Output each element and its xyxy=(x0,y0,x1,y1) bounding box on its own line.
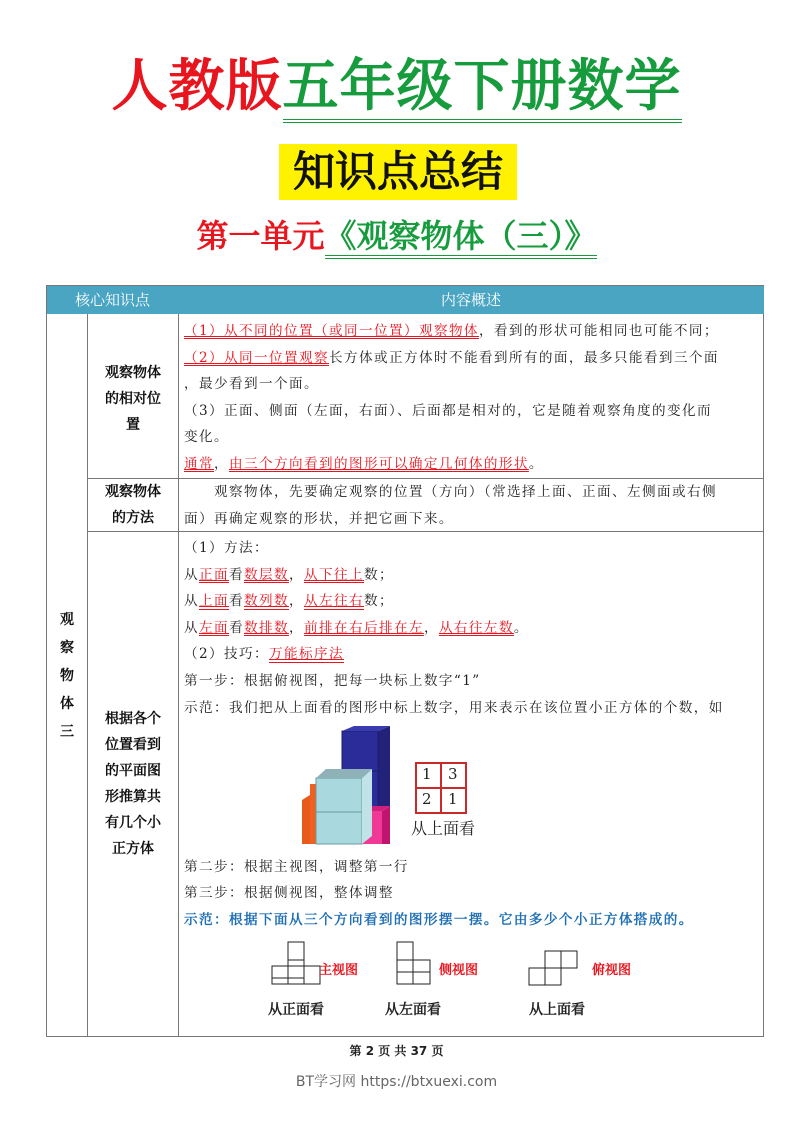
content-line xyxy=(184,506,717,533)
text-segment: 看 xyxy=(229,593,244,610)
content-line xyxy=(184,641,724,668)
page-number: 第 2 页 共 37 页 xyxy=(349,1044,444,1058)
highlighted-text: 正面 xyxy=(199,566,229,583)
topic-line: 观察物体 xyxy=(105,484,161,500)
topic-relative-position xyxy=(88,360,178,438)
content-line xyxy=(184,695,724,722)
title-publisher: 人教版 xyxy=(111,54,283,119)
highlighted-text: 前排在右后排在左 xyxy=(303,619,424,636)
highlighted-text: 数层数 xyxy=(244,566,289,583)
knowledge-table xyxy=(46,285,764,1037)
text-segment: 数； xyxy=(363,566,394,583)
watermark: BT学习网 https://btxuexi.com xyxy=(295,1074,498,1090)
top-view-tag: 俯视图 xyxy=(592,963,632,978)
highlighted-text: （2）从同一位置观察 xyxy=(184,349,329,366)
row-3-content xyxy=(184,535,724,721)
text-segment: 从 xyxy=(184,593,199,610)
content-line xyxy=(184,345,719,372)
highlighted-text: 从左往右 xyxy=(303,593,364,610)
unit-label: 第一单元 xyxy=(196,217,325,255)
subtitle: 知识点总结 xyxy=(279,144,517,200)
topic-line: 的平面图 xyxy=(105,763,161,779)
top-view-shape xyxy=(528,950,580,986)
row-2-content xyxy=(184,479,717,532)
unit-name: 《观察物体（三）》 xyxy=(325,217,597,259)
side-view-tag: 侧视图 xyxy=(439,963,479,978)
text-segment: 数； xyxy=(363,593,394,610)
header-topic: 核心知识点 xyxy=(47,286,178,314)
text-segment: 。 xyxy=(528,455,544,472)
content-line xyxy=(184,588,724,615)
content-line xyxy=(184,615,724,642)
unit-title xyxy=(0,212,793,260)
highlighted-text: 从右往左数 xyxy=(438,619,514,636)
highlighted-text: 左面 xyxy=(199,619,229,636)
text-segment: ， xyxy=(214,455,229,472)
text-segment: 看 xyxy=(229,619,244,636)
grid-cell: 2 xyxy=(422,790,432,808)
content-line xyxy=(184,371,719,398)
content-line xyxy=(184,562,724,589)
highlighted-text: 从下往上 xyxy=(303,566,364,583)
front-view-shape xyxy=(271,941,321,986)
topic-line: 形推算共 xyxy=(105,789,161,805)
row-1-content xyxy=(184,318,719,478)
content-line xyxy=(184,668,724,695)
text-segment: ， xyxy=(288,593,304,610)
topic-line: 有几个小 xyxy=(105,815,161,831)
content-line xyxy=(184,424,719,451)
side-view-shape xyxy=(396,941,432,986)
divider xyxy=(178,314,179,1037)
grid-cell: 1 xyxy=(448,790,458,808)
text-segment: ，看到的形状可能相同也可能不同； xyxy=(478,323,719,339)
front-view-caption: 从正面看 xyxy=(268,1002,324,1018)
topic-line: 观察物体 xyxy=(105,365,161,381)
content-line xyxy=(184,535,724,562)
grid-cell: 3 xyxy=(448,765,458,783)
text-segment: ， xyxy=(288,619,304,636)
topic-method xyxy=(88,479,178,531)
topic-line: 的相对位 xyxy=(105,391,161,407)
highlighted-text: （1）从不同的位置（或同一位置）观察物体 xyxy=(184,323,479,339)
content-line xyxy=(184,479,717,506)
text-segment: 变化。 xyxy=(184,429,229,446)
step-2: 第二步：根据主视图，调整第一行 xyxy=(184,859,409,875)
title-grade: 五年级下册数学 xyxy=(283,54,682,123)
cube-stack-illustration xyxy=(292,726,422,846)
side-view-caption: 从左面看 xyxy=(385,1002,441,1018)
section-label: 观察物体三 xyxy=(60,612,74,740)
grid-cell: 1 xyxy=(422,765,432,783)
topic-line: 正方体 xyxy=(112,841,154,857)
text-segment: ， xyxy=(423,619,439,636)
text-segment: 第一步：根据俯视图，把每一块标上数字“1” xyxy=(184,672,481,689)
text-segment: ，最少看到一个面。 xyxy=(184,376,319,393)
text-segment: 看 xyxy=(229,566,244,583)
highlighted-text: 由三个方向看到的图形可以确定几何体的形状 xyxy=(229,455,529,472)
content-line xyxy=(184,451,719,478)
highlighted-text: 上面 xyxy=(199,593,229,610)
text-segment: 从 xyxy=(184,566,199,583)
text-segment: （1）方法： xyxy=(184,540,270,556)
step-3: 第三步：根据侧视图，整体调整 xyxy=(184,885,394,901)
topic-line: 根据各个 xyxy=(105,711,161,727)
front-view-tag: 主视图 xyxy=(319,963,359,978)
text-segment: （2）技巧： xyxy=(184,646,270,663)
top-view-grid xyxy=(411,762,476,838)
highlighted-text: 数排数 xyxy=(244,619,289,636)
grid-caption: 从上面看 xyxy=(411,819,476,838)
highlighted-text: 通常 xyxy=(184,455,214,472)
text-segment: 面）再确定观察的形状，并把它画下来。 xyxy=(184,510,454,527)
content-line xyxy=(184,318,719,345)
text-segment: 。 xyxy=(513,619,529,636)
content-line xyxy=(184,398,719,425)
text-segment: 从 xyxy=(184,619,199,636)
text-segment: （3）正面、侧面（左面，右面）、后面都是相对的，它是随着观察角度的变化而 xyxy=(184,402,713,419)
topic-line: 位置看到 xyxy=(105,737,161,753)
text-segment: 长方体或正方体时不能看到所有的面，最多只能看到三个面 xyxy=(329,349,719,366)
header-content: 内容概述 xyxy=(178,286,764,314)
topic-line: 置 xyxy=(126,417,140,433)
example-text: 示范：根据下面从三个方向看到的图形摆一摆。它由多少个小正方体搭成的。 xyxy=(184,912,694,928)
text-segment: ， xyxy=(288,566,304,583)
topic-count-cubes xyxy=(88,706,178,862)
top-view-caption: 从上面看 xyxy=(529,1002,585,1018)
highlighted-text: 万能标序法 xyxy=(269,646,344,663)
text-segment: 观察物体，先要确定观察的位置（方向）（常选择上面、正面、左侧面或右侧 xyxy=(184,484,717,500)
main-title xyxy=(0,52,793,122)
highlighted-text: 数列数 xyxy=(244,593,289,610)
text-segment: 示范：我们把从上面看的图形中标上数字，用来表示在该位置小正方体的个数，如 xyxy=(184,699,724,716)
topic-line: 的方法 xyxy=(112,510,154,526)
